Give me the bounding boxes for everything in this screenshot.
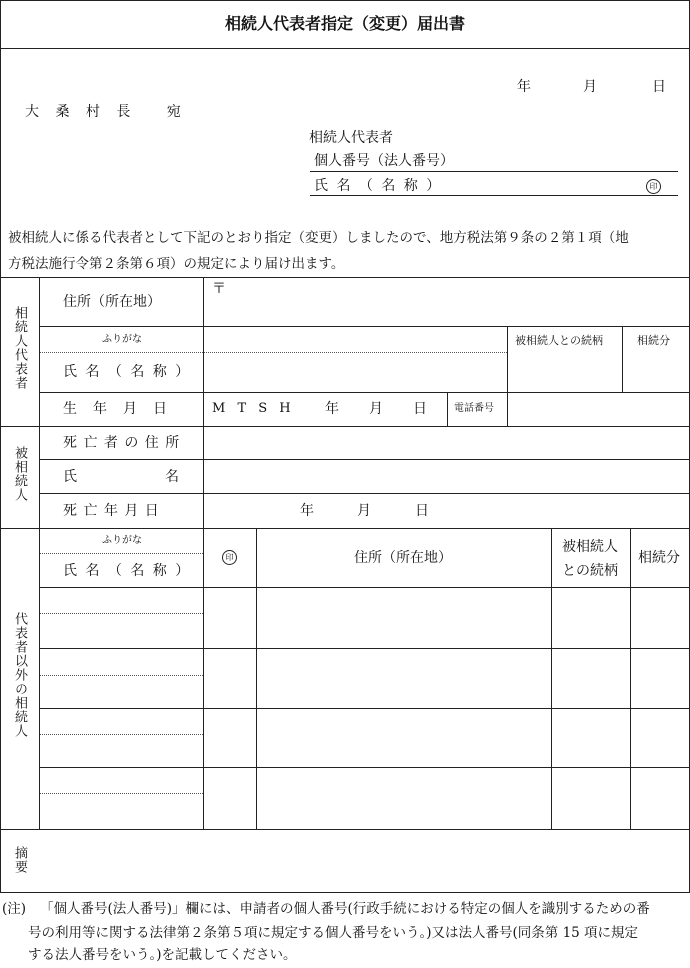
applicant-name-field[interactable] xyxy=(440,175,640,195)
addressee: 大 桑 村 長 宛 xyxy=(25,104,187,120)
footnote-line-2: 号の利用等に関する法律第２条第５項に規定する個人番号をいう。)又は法人番号(同条第 15 項に規定 xyxy=(28,925,639,941)
rep-address-label: 住所（所在地） xyxy=(63,294,161,310)
heir-3-furigana-field[interactable] xyxy=(42,710,201,732)
heir-2-name-field[interactable] xyxy=(42,677,201,706)
heir-3-address-field[interactable] xyxy=(258,710,549,765)
rep-relationship-field[interactable] xyxy=(509,350,620,390)
my-number-label: 個人番号（法人番号） xyxy=(314,153,454,169)
decedent-address-label: 死 亡 者 の 住 所 xyxy=(63,435,181,451)
other-heirs-side-label: 代表者以外の相続人 xyxy=(12,612,27,738)
rep-furigana-label: ふりがな xyxy=(102,334,142,345)
form-title: 相続人代表者指定（変更）届出書 xyxy=(224,14,465,33)
heir-4-address-field[interactable] xyxy=(258,769,549,827)
footnote-line-3: する法人番号をいう。)を記載してください。 xyxy=(28,947,297,963)
heirs-address-label: 住所（所在地） xyxy=(354,550,452,566)
intro-line-1: 被相続人に係る代表者として下記のとおり指定（変更）しましたので、地方税法第９条の２第１項（地 xyxy=(8,230,629,246)
representative-heading: 相続人代表者 xyxy=(309,130,393,146)
footnote-marker: (注) xyxy=(2,901,27,917)
death-date-label: 死 亡 年 月 日 xyxy=(63,503,160,519)
rep-share-field[interactable] xyxy=(624,350,688,390)
date-day-field[interactable] xyxy=(606,76,648,96)
decedent-address-field[interactable] xyxy=(206,428,686,457)
heirs-relationship-line2: との続柄 xyxy=(562,563,618,579)
heir-2-address-field[interactable] xyxy=(258,650,549,706)
heirs-furigana-label: ふりがな xyxy=(102,535,142,546)
death-month-label: 月 xyxy=(357,503,371,519)
intro-line-2: 方税法施行令第２条第６項）の規定により届け出ます。 xyxy=(8,256,345,272)
date-month-label: 月 xyxy=(583,79,597,95)
decedent-name-field[interactable] xyxy=(206,462,686,491)
date-year-label: 年 xyxy=(517,79,531,95)
rep-name-label: 氏 名 （ 名 称 ） xyxy=(63,364,192,380)
applicant-name-label: 氏 名 （ 名 称 ） xyxy=(314,178,443,194)
date-month-field[interactable] xyxy=(540,76,580,96)
decedent-name-label-b: 名 xyxy=(165,469,179,485)
rep-birth-year-label: 年 xyxy=(325,401,339,417)
rep-birth-month-label: 月 xyxy=(369,401,383,417)
heirs-name-label: 氏 名 （ 名 称 ） xyxy=(63,563,192,579)
rep-relationship-label: 被相続人との続柄 xyxy=(515,334,603,347)
representative-side-label: 相続人代表者 xyxy=(12,306,27,390)
rep-phone-label: 電話番号 xyxy=(454,403,494,414)
heir-1-name-field[interactable] xyxy=(42,615,201,646)
rep-birthdate-label: 生 年 月 日 xyxy=(63,401,168,417)
heir-1-furigana-field[interactable] xyxy=(42,589,201,611)
rep-name-field[interactable] xyxy=(206,355,504,390)
rep-birth-day-label: 日 xyxy=(413,401,427,417)
heir-4-furigana-field[interactable] xyxy=(42,769,201,791)
rep-share-label: 相続分 xyxy=(637,334,670,347)
death-day-label: 日 xyxy=(415,503,429,519)
rep-phone-field[interactable] xyxy=(509,394,687,424)
heirs-share-label: 相続分 xyxy=(638,550,680,566)
rep-furigana-field[interactable] xyxy=(206,328,504,350)
postal-mark: 〒 xyxy=(212,281,226,297)
heir-2-furigana-field[interactable] xyxy=(42,650,201,673)
heirs-seal-icon: 印 xyxy=(222,550,237,565)
seal-icon: 印 xyxy=(646,179,661,194)
heir-3-name-field[interactable] xyxy=(42,736,201,765)
my-number-field[interactable] xyxy=(440,150,676,170)
footnote-line-1: 「個人番号(法人番号)」欄には、申請者の個人番号(行政手続における特定の個人を識別するための番 xyxy=(40,901,650,917)
heir-1-address-field[interactable] xyxy=(258,589,549,646)
remarks-field[interactable] xyxy=(42,831,687,890)
decedent-name-label-a: 氏 xyxy=(63,469,77,485)
rep-address-field[interactable] xyxy=(206,279,686,324)
heir-4-name-field[interactable] xyxy=(42,795,201,827)
decedent-side-label: 被相続人 xyxy=(12,446,27,502)
death-year-label: 年 xyxy=(300,503,314,519)
remarks-side-label: 摘要 xyxy=(12,846,27,874)
rep-era-options[interactable]: M T S H xyxy=(212,401,295,416)
heirs-relationship-line1: 被相続人 xyxy=(562,539,618,555)
date-day-label: 日 xyxy=(652,79,666,95)
